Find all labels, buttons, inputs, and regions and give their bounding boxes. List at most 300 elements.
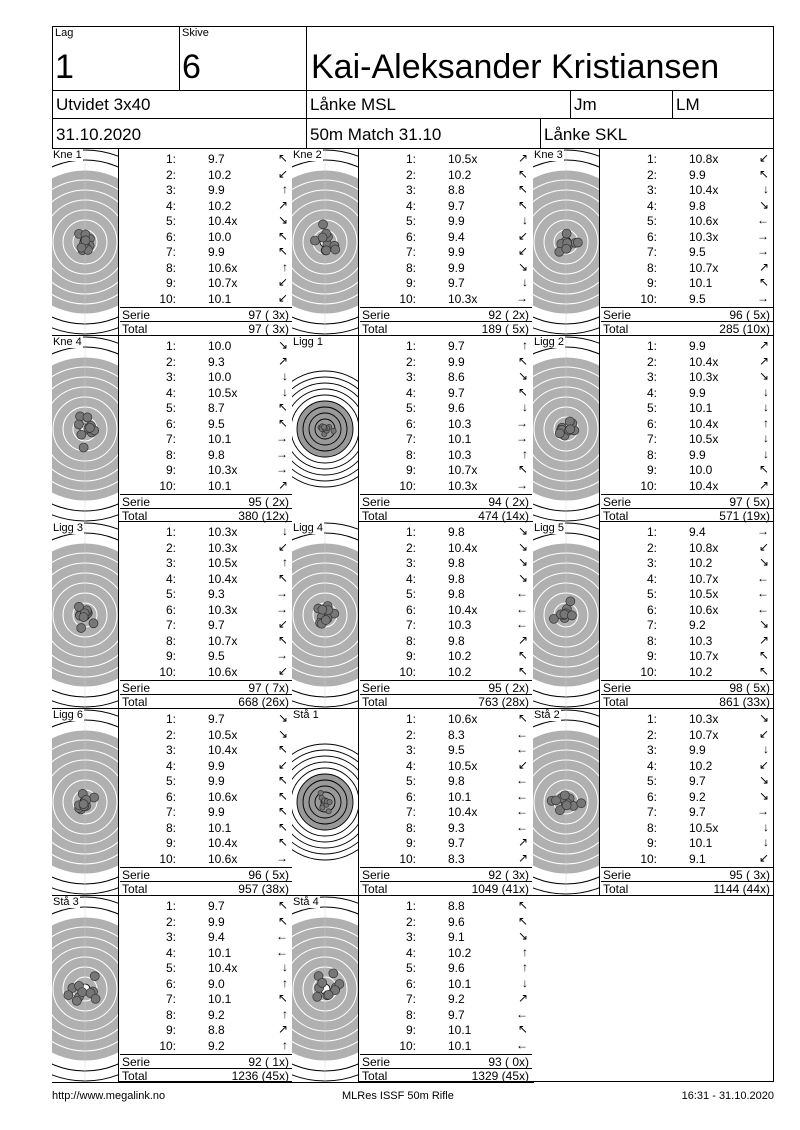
shot-row — [360, 213, 532, 228]
shot-row — [120, 167, 292, 182]
shot-score: 9.9 — [689, 167, 706, 182]
total-row — [360, 881, 532, 896]
shot-number: 2: — [646, 727, 657, 742]
shot-score: 10.4x — [208, 743, 238, 757]
shot-number: 4: — [165, 571, 176, 586]
shot-number: 10: — [399, 478, 416, 493]
shot-row — [601, 462, 773, 477]
shot-number: 3: — [165, 930, 176, 944]
shot-score: 9.9 — [208, 774, 225, 788]
shot-direction-icon: → — [276, 446, 288, 461]
serie-value: 95 ( 3x) — [729, 868, 770, 882]
shot-row — [120, 151, 292, 166]
shot-number: 8: — [165, 633, 176, 648]
shot-hole — [329, 969, 338, 978]
match-date: 31.10.2020 — [56, 125, 142, 144]
shot-number: 7: — [165, 992, 176, 1006]
shot-number: 4: — [405, 758, 416, 773]
shot-row — [120, 198, 292, 213]
shot-number: 4: — [646, 198, 657, 213]
serie-label: Serie — [603, 681, 632, 695]
serie-value: 96 ( 5x) — [729, 308, 770, 322]
shot-number: 5: — [646, 774, 657, 788]
shot-score: 10.4x — [689, 354, 719, 369]
total-label: Total — [603, 882, 629, 896]
shot-number: 5: — [405, 961, 416, 975]
shot-score: 9.7 — [208, 618, 225, 632]
shot-number: 7: — [165, 245, 176, 259]
shot-score: 10.4x — [448, 805, 478, 819]
total-label: Total — [603, 695, 629, 709]
shot-hole — [562, 229, 571, 238]
serie-value: 92 ( 1x) — [248, 1055, 289, 1069]
shot-number: 9: — [646, 836, 657, 850]
shot-hole — [324, 990, 333, 999]
card-divider — [358, 149, 359, 336]
series-card — [533, 336, 773, 523]
shot-number: 4: — [165, 758, 176, 773]
shot-direction-icon: ↓ — [763, 182, 769, 196]
shot-score: 10.5x — [208, 385, 238, 400]
shot-row — [360, 400, 532, 415]
shot-direction-icon: ↖ — [277, 742, 288, 756]
shot-row — [360, 275, 532, 290]
shot-row — [360, 586, 532, 601]
shot-number: 4: — [405, 198, 416, 213]
shot-direction-icon: ↖ — [758, 166, 769, 181]
shot-row — [120, 213, 292, 228]
shot-direction-icon: ↓ — [522, 275, 528, 289]
shot-score: 10.4x — [689, 416, 719, 431]
serie-label: Serie — [122, 495, 151, 509]
shot-direction-icon: ↖ — [277, 788, 288, 803]
shot-score: 10.6x — [689, 214, 719, 228]
series-card — [292, 149, 532, 336]
shot-score: 10.4x — [448, 540, 478, 555]
shot-score: 9.9 — [208, 914, 225, 929]
target-image — [292, 522, 358, 708]
header-divider — [52, 118, 774, 119]
shot-score: 9.4 — [689, 525, 706, 539]
shot-score: 9.7 — [448, 385, 465, 400]
lag-value: 1 — [55, 48, 74, 86]
shot-direction-icon: ↙ — [277, 757, 288, 772]
shot-direction-icon: ↘ — [517, 539, 528, 554]
total-row — [360, 1068, 532, 1083]
shot-row — [601, 835, 773, 850]
shot-number: 6: — [165, 976, 176, 991]
shot-direction-icon: ↙ — [517, 228, 528, 243]
shot-number: 6: — [646, 602, 657, 617]
shot-number: 10: — [640, 478, 657, 493]
shot-number: 1: — [405, 339, 416, 353]
shot-score: 10.5x — [208, 556, 238, 570]
shot-direction-icon: ← — [276, 944, 288, 959]
shot-row — [360, 431, 532, 446]
shot-row — [120, 789, 292, 804]
shot-number: 2: — [646, 167, 657, 182]
shot-direction-icon: ↓ — [763, 742, 769, 756]
shot-hole — [91, 994, 100, 1003]
shot-row — [360, 898, 532, 913]
shot-direction-icon: ← — [516, 726, 528, 741]
shot-score: 10.0 — [208, 370, 232, 384]
shot-number: 10: — [399, 1038, 416, 1053]
shot-row — [120, 602, 292, 617]
shot-direction-icon: ↘ — [277, 338, 288, 352]
shot-number: 8: — [405, 633, 416, 648]
shot-row — [120, 773, 292, 788]
shot-number: 1: — [165, 339, 176, 353]
shot-row — [360, 571, 532, 586]
shot-row — [601, 617, 773, 632]
shot-row — [120, 742, 292, 757]
shot-row — [120, 804, 292, 819]
shot-score: 9.7 — [208, 712, 225, 726]
target-image — [52, 709, 118, 895]
shot-number: 4: — [165, 945, 176, 960]
shot-row — [120, 369, 292, 384]
shot-row — [601, 851, 773, 866]
shot-hole — [319, 220, 328, 229]
series-name: Ligg 5 — [534, 522, 564, 534]
target-image — [52, 149, 118, 335]
serie-value: 95 ( 2x) — [248, 495, 289, 509]
shot-number: 4: — [405, 385, 416, 400]
shot-row — [360, 260, 532, 275]
club-name: Lånke MSL — [310, 95, 396, 114]
shot-score: 9.5 — [689, 245, 706, 259]
shot-hole — [90, 972, 99, 981]
series-name: Stå 3 — [53, 896, 79, 908]
shot-row — [120, 182, 292, 197]
total-label: Total — [362, 509, 388, 523]
shot-direction-icon: ↖ — [517, 166, 528, 181]
total-value: 1049 (41x) — [471, 882, 529, 896]
shot-hole — [318, 790, 323, 795]
shot-direction-icon: ← — [516, 773, 528, 787]
footer-url: http://www.megalink.no — [52, 1090, 166, 1102]
shot-direction-icon: ↖ — [517, 197, 528, 212]
shot-direction-icon: ↗ — [758, 259, 769, 274]
shot-number: 3: — [405, 743, 416, 757]
shot-row — [120, 929, 292, 944]
shot-row — [601, 385, 773, 400]
shot-direction-icon: ↙ — [758, 726, 769, 741]
shot-number: 9: — [165, 1023, 176, 1037]
total-value: 380 (12x) — [238, 509, 289, 523]
shot-row — [120, 991, 292, 1006]
shot-direction-icon: ↙ — [277, 539, 288, 554]
serie-label: Serie — [362, 495, 391, 509]
card-divider — [118, 709, 119, 896]
shot-row — [601, 820, 773, 835]
total-value: 189 ( 5x) — [481, 322, 529, 336]
shot-number: 2: — [165, 540, 176, 555]
shot-hole — [313, 992, 322, 1001]
shot-number: 9: — [646, 649, 657, 663]
shot-row — [360, 416, 532, 431]
shot-score: 9.3 — [448, 820, 465, 835]
shot-number: 7: — [646, 805, 657, 819]
shot-direction-icon: ↖ — [517, 182, 528, 196]
shot-row — [120, 1007, 292, 1022]
shot-score: 10.2 — [448, 649, 472, 663]
shot-number: 10: — [399, 291, 416, 306]
shot-score: 9.2 — [689, 618, 706, 632]
serie-row — [120, 680, 292, 695]
shot-score: 10.2 — [208, 198, 232, 213]
shot-row — [601, 524, 773, 539]
shot-row — [360, 851, 532, 866]
shot-number: 3: — [165, 743, 176, 757]
series-card — [533, 522, 773, 709]
shot-number: 4: — [165, 385, 176, 400]
shot-score: 9.2 — [208, 1007, 225, 1022]
shot-direction-icon: ↘ — [517, 524, 528, 538]
shot-number: 7: — [405, 618, 416, 632]
shot-row — [601, 354, 773, 369]
shot-row — [120, 960, 292, 975]
shot-direction-icon: ↓ — [282, 960, 288, 974]
class-code-2: LM — [676, 95, 700, 114]
shot-row — [601, 400, 773, 415]
shot-hole — [64, 991, 73, 1000]
series-name: Ligg 3 — [53, 522, 83, 534]
shot-number: 8: — [165, 1007, 176, 1022]
shot-row — [360, 369, 532, 384]
shot-row — [601, 571, 773, 586]
serie-row — [120, 307, 292, 322]
shot-row — [360, 945, 532, 960]
shot-row — [120, 648, 292, 663]
shot-direction-icon: ↖ — [517, 711, 528, 725]
shot-number: 3: — [646, 370, 657, 384]
shot-row — [601, 416, 773, 431]
shot-direction-icon: ↖ — [277, 804, 288, 818]
shot-direction-icon: ↖ — [517, 663, 528, 678]
shot-score: 8.8 — [448, 899, 465, 913]
shot-row — [601, 727, 773, 742]
shot-score: 10.7x — [208, 276, 238, 290]
shot-number: 6: — [165, 789, 176, 804]
shot-row — [601, 586, 773, 601]
shot-direction-icon: ↙ — [517, 244, 528, 258]
shot-direction-icon: ↓ — [282, 524, 288, 538]
shot-row — [601, 758, 773, 773]
shot-direction-icon: ↗ — [758, 477, 769, 492]
shot-number: 7: — [165, 432, 176, 446]
shot-score: 9.1 — [689, 851, 706, 866]
shot-score: 10.3 — [689, 633, 713, 648]
shot-number: 3: — [165, 183, 176, 197]
shot-score: 9.9 — [689, 447, 706, 462]
serie-row — [120, 867, 292, 882]
shot-score: 9.8 — [448, 571, 465, 586]
shot-row — [120, 586, 292, 601]
serie-label: Serie — [122, 868, 151, 882]
shot-number: 9: — [405, 836, 416, 850]
shot-number: 7: — [165, 618, 176, 632]
shot-number: 3: — [165, 370, 176, 384]
card-divider — [118, 336, 119, 523]
shot-score: 10.1 — [689, 401, 713, 415]
shot-number: 6: — [405, 976, 416, 991]
shot-direction-icon: ↑ — [522, 944, 528, 959]
shot-direction-icon: ↓ — [763, 446, 769, 461]
shot-number: 9: — [405, 649, 416, 663]
shot-row — [360, 229, 532, 244]
shot-direction-icon: ↗ — [758, 632, 769, 647]
shot-number: 2: — [646, 354, 657, 369]
total-label: Total — [603, 322, 629, 336]
shot-score: 10.1 — [208, 291, 232, 306]
shot-row — [120, 727, 292, 742]
shot-direction-icon: ↘ — [758, 617, 769, 631]
total-row — [120, 508, 292, 523]
target-image — [533, 336, 599, 522]
shot-direction-icon: ↑ — [282, 1006, 288, 1021]
shot-number: 2: — [165, 167, 176, 182]
shot-score: 10.7x — [689, 571, 719, 586]
total-label: Total — [122, 1069, 148, 1083]
shot-number: 7: — [646, 245, 657, 259]
shot-score: 10.2 — [689, 664, 713, 679]
shot-score: 9.5 — [208, 649, 225, 663]
shot-number: 5: — [646, 214, 657, 228]
shot-direction-icon: → — [276, 431, 288, 445]
shot-number: 10: — [399, 851, 416, 866]
shot-hole — [78, 988, 87, 997]
shot-direction-icon: ↙ — [517, 757, 528, 772]
total-value: 668 (26x) — [238, 695, 289, 709]
card-divider — [599, 336, 600, 523]
shot-number: 8: — [646, 260, 657, 275]
shot-number: 5: — [405, 587, 416, 601]
shot-score: 9.6 — [448, 401, 465, 415]
shot-direction-icon: ↑ — [522, 960, 528, 974]
shot-row — [601, 633, 773, 648]
serie-row — [360, 867, 532, 882]
shot-row — [120, 664, 292, 679]
shot-score: 10.2 — [689, 556, 713, 570]
shot-row — [360, 462, 532, 477]
shot-row — [120, 540, 292, 555]
shot-score: 8.6 — [448, 370, 465, 384]
shot-direction-icon: ↓ — [282, 369, 288, 383]
shot-score: 9.9 — [448, 245, 465, 259]
shot-direction-icon: ↓ — [763, 819, 769, 834]
shot-number: 3: — [405, 370, 416, 384]
shot-row — [120, 338, 292, 353]
shot-direction-icon: ↑ — [522, 446, 528, 461]
series-name: Stå 1 — [293, 709, 319, 721]
shot-number: 6: — [646, 789, 657, 804]
shot-number: 7: — [646, 432, 657, 446]
shot-row — [601, 291, 773, 306]
total-row — [360, 321, 532, 336]
shot-direction-icon: ← — [516, 586, 528, 600]
shot-row — [120, 229, 292, 244]
shot-score: 9.9 — [689, 743, 706, 757]
shot-direction-icon: ↖ — [277, 632, 288, 647]
shot-direction-icon: ↓ — [763, 384, 769, 399]
shot-score: 9.6 — [448, 914, 465, 929]
shot-row — [120, 524, 292, 539]
serie-label: Serie — [122, 1055, 151, 1069]
shot-number: 6: — [405, 789, 416, 804]
shot-direction-icon: ↗ — [517, 850, 528, 865]
shot-score: 10.7x — [448, 463, 478, 477]
shot-direction-icon: → — [757, 290, 769, 305]
shot-number: 5: — [646, 587, 657, 601]
shot-direction-icon: ← — [516, 742, 528, 756]
shot-hole — [566, 597, 575, 606]
shot-direction-icon: ↗ — [517, 835, 528, 849]
shot-direction-icon: ↑ — [282, 555, 288, 569]
series-name: Stå 4 — [293, 896, 319, 908]
shot-score: 10.8x — [689, 152, 719, 166]
shot-score: 9.4 — [208, 930, 225, 944]
shot-row — [120, 1022, 292, 1037]
shot-hole — [89, 619, 98, 628]
shot-direction-icon: ↙ — [758, 757, 769, 772]
serie-row — [360, 680, 532, 695]
shot-direction-icon: ↖ — [277, 570, 288, 585]
shot-direction-icon: ← — [757, 213, 769, 227]
shot-row — [120, 633, 292, 648]
shot-number: 2: — [405, 167, 416, 182]
target-image — [52, 522, 118, 708]
shot-hole — [551, 796, 560, 805]
shot-number: 6: — [405, 229, 416, 244]
series-card — [292, 896, 532, 1083]
shot-row — [360, 976, 532, 991]
shot-direction-icon: ↖ — [277, 415, 288, 430]
shot-number: 4: — [646, 385, 657, 400]
series-card — [52, 149, 292, 336]
shot-number: 6: — [646, 416, 657, 431]
shot-score: 9.8 — [448, 633, 465, 648]
shot-direction-icon: → — [276, 850, 288, 865]
shot-row — [120, 1038, 292, 1053]
shot-direction-icon: → — [757, 524, 769, 538]
total-label: Total — [362, 1069, 388, 1083]
shot-number: 3: — [165, 556, 176, 570]
shot-direction-icon: ↗ — [277, 1022, 288, 1036]
shot-direction-icon: ↖ — [517, 913, 528, 928]
card-divider — [358, 709, 359, 896]
shot-direction-icon: ← — [276, 929, 288, 943]
shot-direction-icon: ↘ — [517, 570, 528, 585]
shot-direction-icon: ↗ — [758, 353, 769, 368]
card-divider — [599, 522, 600, 709]
total-row — [601, 881, 773, 896]
serie-value: 95 ( 2x) — [488, 681, 529, 695]
shot-number: 1: — [405, 152, 416, 166]
shot-direction-icon: ← — [516, 601, 528, 616]
total-value: 861 (33x) — [719, 695, 770, 709]
shot-direction-icon: ↖ — [517, 353, 528, 368]
shot-score: 10.4x — [208, 961, 238, 975]
shot-score: 8.3 — [448, 727, 465, 742]
target-image — [292, 709, 358, 895]
shot-number: 3: — [405, 930, 416, 944]
shot-hole — [562, 801, 571, 810]
shot-hole — [320, 805, 325, 810]
shot-row — [120, 945, 292, 960]
shot-row — [601, 151, 773, 166]
